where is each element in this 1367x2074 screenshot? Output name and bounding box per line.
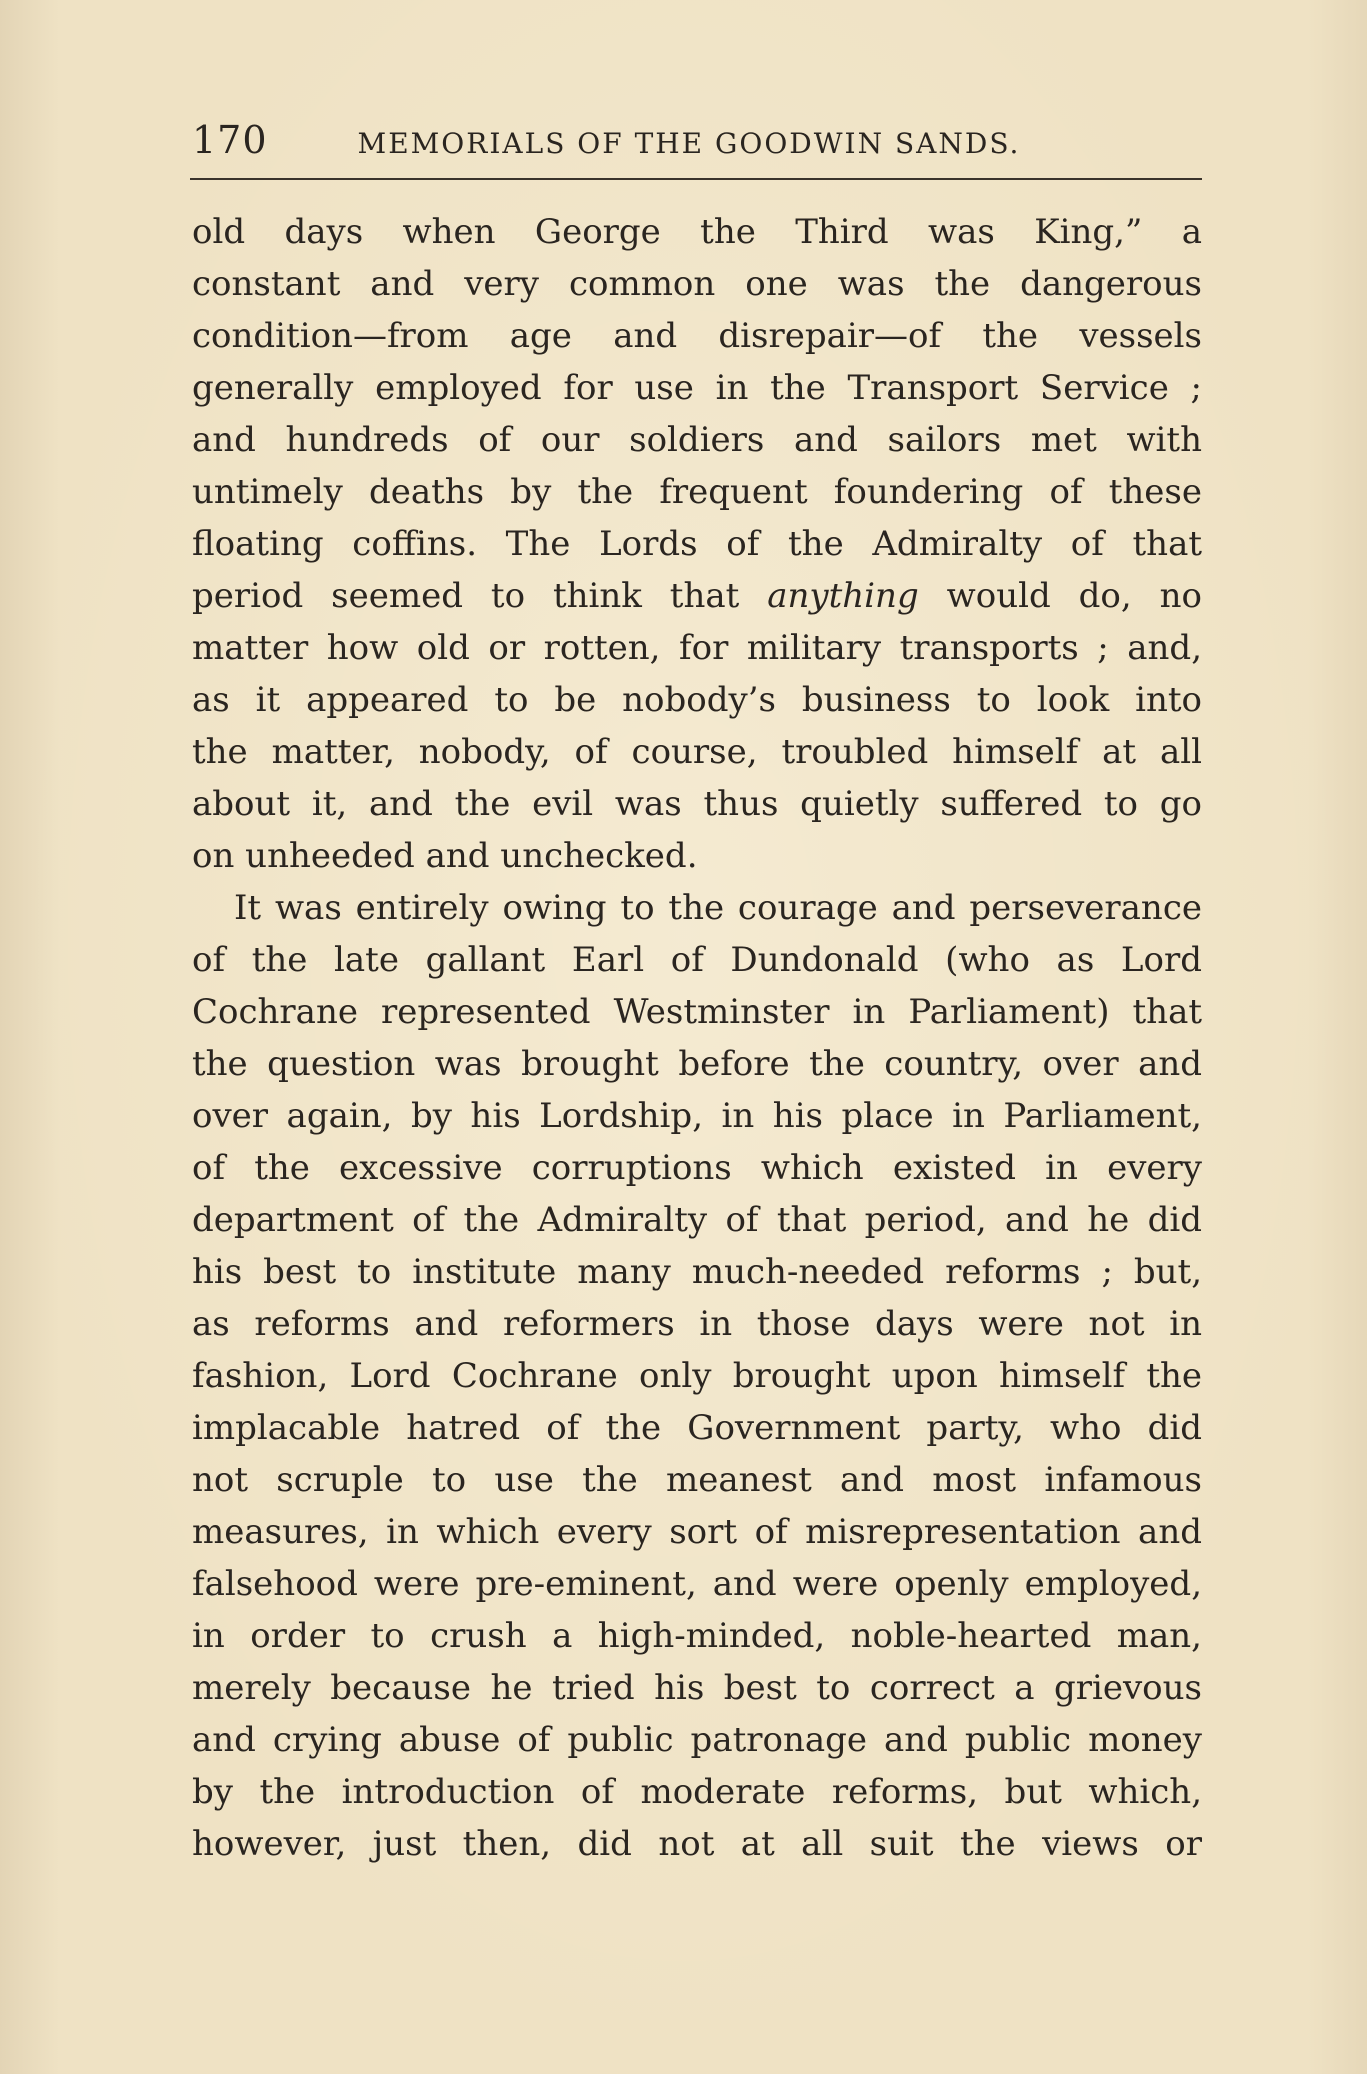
text-line: as reforms and reformers in those days were not in [192, 1304, 1202, 1344]
text-line: Cochrane represented Westminster in Parliament) that [192, 992, 1202, 1032]
text-line: floating coffins. The Lords of the Admiralty of that [192, 524, 1202, 564]
text-line: department of the Admiralty of that period, and he did [192, 1200, 1202, 1240]
text-line: not scruple to use the meanest and most infamous [192, 1460, 1202, 1500]
text-line: over again, by his Lordship, in his place in Parliament, [192, 1096, 1202, 1136]
text-run: would do, no [918, 576, 1202, 616]
text-line: falsehood were pre-eminent, and were openly employed, [192, 1564, 1202, 1604]
text-line [192, 570, 1202, 622]
text-line: merely because he tried his best to correct a grievous [192, 1668, 1202, 1708]
header-rule [190, 178, 1202, 180]
text-line: the question was brought before the country, over and [192, 1044, 1202, 1084]
text-line: constant and very common one was the dangerous [192, 264, 1202, 304]
paragraph-2 [192, 882, 1202, 1870]
text-line: implacable hatred of the Government party, who did [192, 1408, 1202, 1448]
text-line: about it, and the evil was thus quietly suffered to go [192, 784, 1202, 824]
text-line: and crying abuse of public patronage and public money [192, 1720, 1202, 1760]
text-line: however, just then, did not at all suit the views or [192, 1824, 1202, 1864]
text-line: untimely deaths by the frequent foundering of these [192, 472, 1202, 512]
running-title: MEMORIALS OF THE GOODWIN SANDS. [357, 127, 1021, 160]
text-line: matter how old or rotten, for military transports ; and, [192, 628, 1202, 668]
text-line: old days when George the Third was King,” a [192, 212, 1202, 252]
running-head [192, 118, 1208, 168]
text-line: and hundreds of our soldiers and sailors met with [192, 420, 1202, 460]
italic-text: anything [767, 576, 919, 616]
text-line: of the excessive corruptions which existed in every [192, 1148, 1202, 1188]
text-run: period seemed to think that [192, 576, 768, 616]
text-line: the matter, nobody, of course, troubled himself at all [192, 732, 1202, 772]
text-line: on unheeded and unchecked. [192, 836, 698, 876]
body-text [192, 206, 1202, 1870]
text-line: of the late gallant Earl of Dundonald (who as Lord [192, 940, 1202, 980]
text-line: generally employed for use in the Transport Service ; [192, 368, 1202, 408]
paragraph-1 [192, 206, 1202, 882]
text-line: fashion, Lord Cochrane only brought upon himself the [192, 1356, 1202, 1396]
text-line: his best to institute many much-needed reforms ; but, [192, 1252, 1202, 1292]
text-line: measures, in which every sort of misrepresentation and [192, 1512, 1202, 1552]
page-number: 170 [192, 118, 268, 162]
text-line: in order to crush a high-minded, noble-hearted man, [192, 1616, 1202, 1656]
text-line: as it appeared to be nobody’s business to look into [192, 680, 1202, 720]
text-line: It was entirely owing to the courage and perseverance [234, 888, 1202, 928]
text-line: by the introduction of moderate reforms, but which, [192, 1772, 1202, 1812]
text-line: condition—from age and disrepair—of the vessels [192, 316, 1202, 356]
